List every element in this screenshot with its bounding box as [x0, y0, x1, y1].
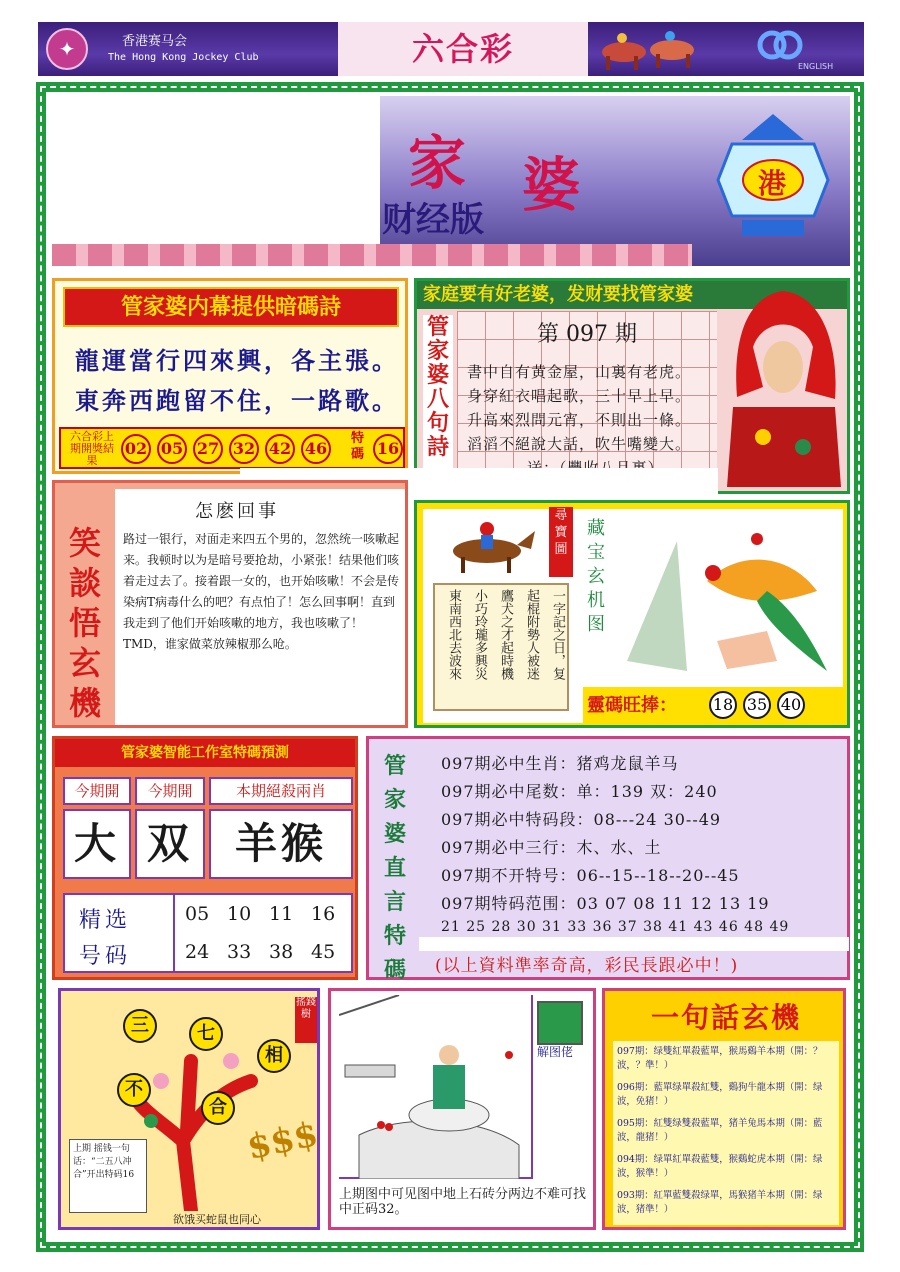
english-link[interactable]: ENGLISH: [798, 62, 834, 71]
prediction-value: 双: [135, 809, 205, 879]
direct-line: 097期必中生肖：猪鸡龙鼠羊马: [441, 754, 679, 773]
selected-number: 38: [269, 941, 294, 963]
money-sign: $$$: [243, 1114, 322, 1168]
joke-body: 路过一银行，对面走来四五个男的，忽然统一咳嗽起来。我顿时以为是暗号要抢劫，小紧张！结果他们咳着走过去了。接着跟一女的，也开始咳嗽！不会是传染病T病毒什么的吧？有点怕了！怎么回事啊！直到我走到了他们开始咳嗽的地方，我也咳嗽了！TMD，谁家做菜放辣椒那么呛。: [123, 532, 400, 651]
hkjc-rings-icon[interactable]: [750, 28, 810, 62]
prediction-panel: [52, 736, 358, 980]
solver-label: 解图佬: [537, 1045, 574, 1059]
tree-char: 合: [201, 1091, 235, 1125]
last-result-row: [59, 427, 405, 469]
result-ball: 32: [229, 434, 259, 464]
hot-numbers-label: 靈碼旺捧：: [587, 695, 677, 716]
selected-number: 24: [185, 941, 210, 963]
selected-divider: [173, 895, 175, 971]
org-name-cn: 香港赛马会: [122, 34, 188, 49]
horses-icon: [594, 26, 714, 72]
treasure-tag: 尋寶圖: [549, 507, 573, 577]
poem-header: 管家婆内幕提供暗碼詩: [63, 287, 399, 327]
prediction-tab: 本期絕殺兩肖: [209, 777, 353, 805]
direct-line: 21 25 28 30 31 33 36 37 38 41 43 46 48 49: [441, 919, 790, 935]
scroll-column: 鷹犬之才起時機: [498, 589, 513, 680]
banner-blank-area: [52, 96, 380, 244]
one-line-riddle-panel: [602, 988, 846, 1230]
poem-line-2: 東奔西跑留不住，一路歌。: [75, 386, 399, 415]
period-panel: [414, 278, 850, 494]
tree-char: 七: [189, 1017, 223, 1051]
poem-line-1: 龍運當行四來興，各主張。: [75, 346, 399, 375]
jockey-club-logo-icon: ✦: [46, 28, 88, 70]
direct-line: 097期特码范围：03 07 08 11 12 13 19: [441, 894, 770, 913]
prediction-tab: 今期開: [63, 777, 131, 805]
selected-number: 45: [311, 941, 336, 963]
tree-caption: 欲饿买蛇鼠也同心: [173, 1213, 261, 1226]
selected-number: 11: [269, 903, 294, 925]
money-tree-tag: 搖錢樹: [295, 997, 317, 1043]
banner-subtitle: 财经版: [382, 200, 484, 240]
selected-number: 10: [227, 903, 252, 925]
blank-strip: [419, 937, 849, 951]
riddle-row: 093期：紅單藍雙殺绿單，馬猴猪羊本期（開：绿波，猪準！）: [617, 1190, 823, 1215]
lottery-title-panel: [338, 22, 588, 76]
period-header: 家庭要有好老婆，发财要找管家婆: [417, 281, 847, 309]
issue-number: 第 097 期: [537, 322, 637, 347]
period-vertical-title: 管家婆八句詩: [423, 315, 453, 485]
poem-panel: [52, 278, 408, 474]
hot-number: 40: [777, 691, 805, 719]
money-tree-panel: [58, 988, 320, 1230]
one-line-riddle-header: 一句話玄機: [650, 1001, 801, 1034]
top-bar: [38, 22, 864, 76]
direct-panel: [366, 736, 850, 983]
lantern-icon: [712, 110, 834, 250]
horse-rider-icon: [431, 517, 541, 577]
banner-title-1: 家: [408, 129, 467, 197]
period-line: 升高來烈問元宵，不則出一條。: [467, 411, 692, 429]
direct-vertical-title: 管家婆直言特碼: [383, 753, 406, 983]
period-line: 滔滔不絕說大話，吹牛嘴變大。: [467, 435, 692, 453]
result-ball: 42: [265, 434, 295, 464]
scroll-column: 起棍附勢人被迷: [524, 589, 539, 680]
solver-badge-icon: [537, 1001, 583, 1045]
special-ball: 16: [373, 434, 403, 464]
selected-label-2: 号码: [79, 944, 132, 969]
direct-line: 097期必中三行：木、水、土: [441, 838, 662, 857]
special-label: 特碼: [351, 431, 365, 462]
direct-line: 097期必中尾数：单：139 双：240: [441, 782, 718, 801]
scroll-column: 東南西北去波來: [446, 589, 461, 680]
riddle-row: 097期：绿雙紅單殺藍單，猴馬鷄羊本期（開：？波，？準！）: [617, 1046, 823, 1071]
selected-number: 16: [311, 903, 336, 925]
tree-char: 三: [123, 1009, 157, 1043]
result-ball: 46: [301, 434, 331, 464]
joke-title: 怎麽回事: [195, 501, 279, 522]
hot-number: 18: [709, 691, 737, 719]
lantern-char: 港: [758, 167, 787, 200]
scholar-illustration-icon: [339, 995, 533, 1179]
banner-title-2: 婆: [522, 151, 581, 219]
treasure-panel: [414, 500, 850, 728]
hot-number: 35: [743, 691, 771, 719]
prediction-header: 管家婆智能工作室特碼預測: [55, 739, 355, 767]
direct-footer: (以上資料準率奇高，彩民長跟必中！): [435, 956, 739, 976]
direct-line: 097期必中特码段：08---24 30--49: [441, 810, 722, 829]
treasure-title: 藏宝玄机图: [587, 518, 605, 635]
tree-char: 相: [257, 1039, 291, 1073]
riddle-row: 096期：藍單绿單殺紅雙，鷄狗牛龍本期（開：绿波，免猪！）: [617, 1082, 823, 1107]
phoenix-icon: [617, 511, 839, 681]
selected-number: 05: [185, 903, 210, 925]
riddle-row: 095期：紅雙绿雙殺藍單，猪羊兔馬本期（開：藍波，龍猪！）: [617, 1118, 823, 1143]
riddle-scroll: [433, 583, 569, 711]
prediction-value: 羊猴: [209, 809, 353, 879]
last-result-label: 六合彩上期開獎結果: [70, 430, 114, 467]
period-line: 書中自有黄金屋，山裏有老虎。: [467, 363, 692, 381]
tree-note: 上期 摇钱一句话：“二五八冲合”开出特码16: [69, 1139, 147, 1213]
result-ball: 27: [193, 434, 223, 464]
org-name-en: The Hong Kong Jockey Club: [108, 52, 259, 63]
riddle-caption: 上期图中可见图中地上石砖分两边不难可找中正码32。: [339, 1187, 587, 1217]
result-ball: 05: [157, 434, 187, 464]
prediction-tab: 今期開: [135, 777, 205, 805]
selected-number: 33: [227, 941, 252, 963]
direct-line: 097期不开特号：06--15--18--20--45: [441, 866, 740, 885]
riddle-row: 094期：绿單紅單殺藍雙，猴鷄蛇虎本期（開：绿波，猴準！）: [617, 1154, 823, 1179]
period-line: 身穿紅衣唱起歌，三十早上早。: [467, 387, 692, 405]
joke-vertical-title: 笑談悟玄機: [68, 524, 101, 722]
tree-char: 不: [117, 1073, 151, 1107]
lottery-title: 六合彩: [411, 30, 514, 68]
scroll-column: 小巧玲瓏多興災: [472, 589, 487, 680]
joke-panel: [52, 480, 408, 728]
riddle-picture: [339, 995, 533, 1179]
selected-numbers-box: [63, 893, 353, 973]
banner: [52, 96, 850, 266]
picture-riddle-panel: [328, 988, 596, 1230]
result-ball: 02: [121, 434, 151, 464]
prediction-value: 大: [63, 809, 131, 879]
selected-label-1: 精选: [79, 908, 132, 933]
bride-illustration-icon: [723, 287, 845, 487]
scroll-column: 一字記之日，复: [550, 589, 565, 680]
lotus-decoration: [52, 244, 692, 266]
